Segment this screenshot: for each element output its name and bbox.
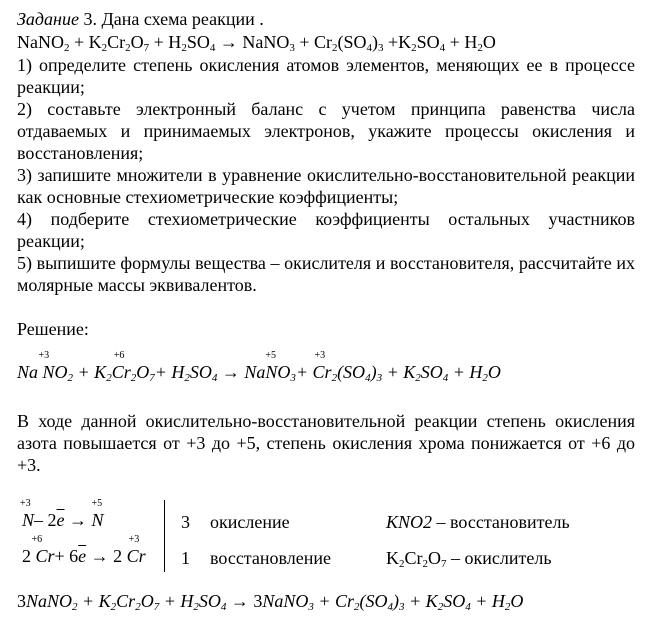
half-reaction-chromium: 2 Cr +6 + $6\overline{e} \to 2$ Cr +3 [22,534,146,566]
multiplier-nitrogen: 3 [181,512,190,532]
oxidizer-formula: $K_2Cr_2O_7$ [386,548,447,570]
reducer-role [386,511,570,533]
balance-divider [164,500,165,572]
process-reduction: восстановление [210,548,331,568]
half-reaction-nitrogen: N +3 – $2\overline{e} \to N$ +5 [20,498,104,530]
task-item-4: 4) подберите стехиометрические коэффициенты остальных участников реакции; [17,209,635,251]
reaction-with-oxidation-states: Na N +3 $O_2 + K_2Cr$ +6 $_2O_7+ H_2SO_4$ → NaN +5 $O_3+ Cr$ +3 $_2(SO_4)_3 + K_2SO_4 + H_2O$ [17,350,501,384]
task-item-1: 1) определите степень окисления атомов элементов, меняющих ее в процессе реакции; [17,55,635,97]
task-item-3: 3) запишите множители в уравнение окислительно-восстановительной реакции как основные стехиометрические коэффициенты; [17,165,635,207]
reducer-formula: KNO2 [386,512,433,532]
task-item-5: 5) выпишите формулы вещества – окислителя и восстановителя, рассчитайте их молярные массы эквивалентов. [17,253,635,295]
reducer-label: – восстановитель [436,512,570,532]
solution-heading: Решение: [17,319,89,339]
oxidizer-role [386,547,552,569]
task-scheme: NaNO$_2$ + $K_2Cr_2O_7 + H_2SO_4$ → NaNO$_3$ + $Cr_2(SO_4)_3 +K_2SO_4 + H_2O$ [17,32,496,54]
process-oxidation: окисление [210,512,290,532]
multiplier-chromium: 1 [181,548,190,568]
solution-explanation: В ходе данной окислительно-восстановительной реакции степень окисления азота повышается от +3 до +5, степень окисления хрома понижается от +6 до +3. [17,411,635,475]
task-label: Задание [17,9,79,29]
task-title [17,8,264,30]
final-equation: 3NaNO$_2$ + $K_2Cr_2O_7 + H_2SO_4$ → 3NaNO$_3$ + $Cr_2(SO_4)_3 + K_2SO_4 + H_2O$ [17,591,524,613]
oxidizer-label: – окислитель [451,548,552,568]
task-title-text: Дана схема реакции . [101,9,264,29]
task-item-2: 2) составьте электронный баланс с учетом принципа равенства числа отдаваемых и принимаемых электронов, укажите процессы окисления и восстановления; [17,99,635,163]
task-number: 3. [83,9,97,29]
